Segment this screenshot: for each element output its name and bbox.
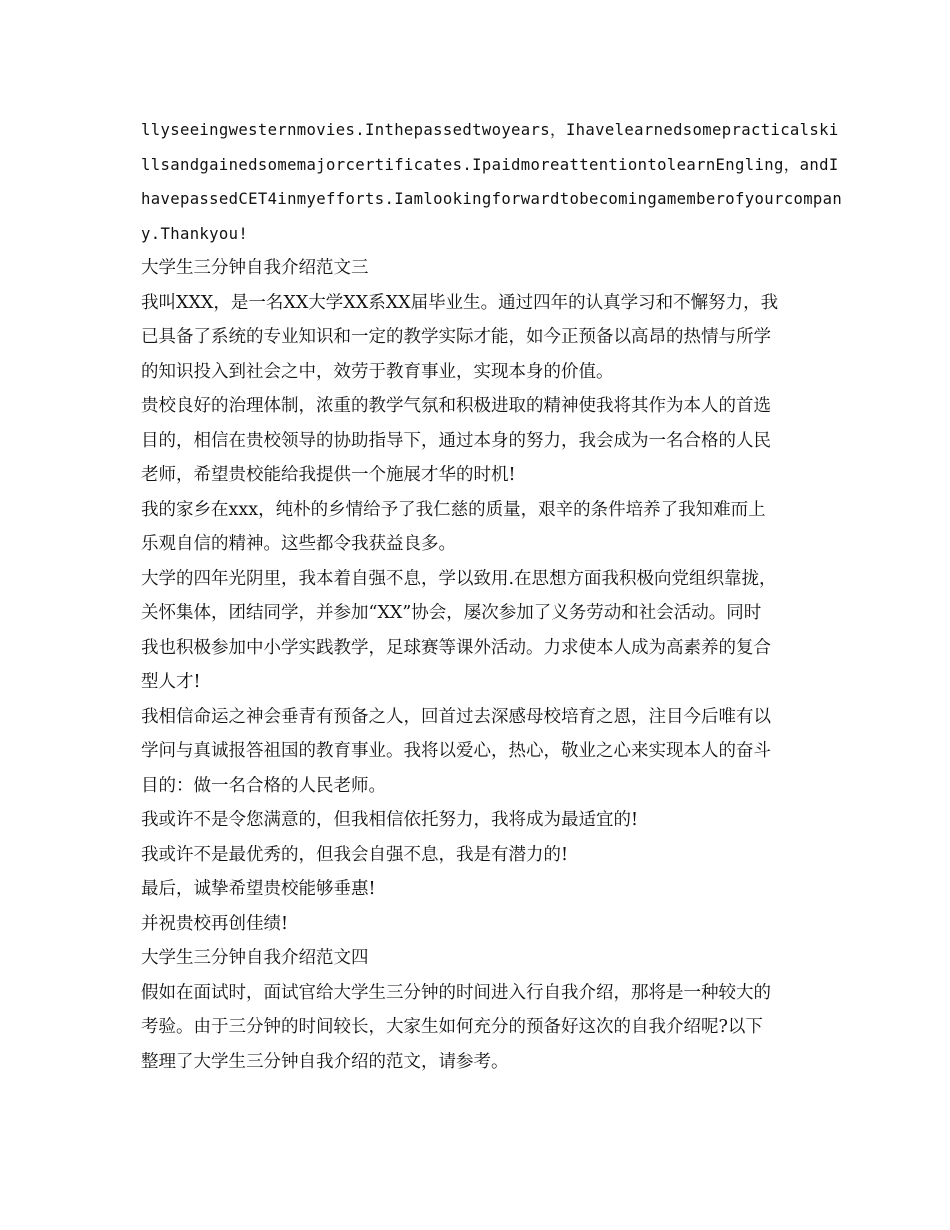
paragraph-line: 学问与真诚报答祖国的教育事业。我将以爱心，热心，敬业之心来实现本人的奋斗 (141, 741, 771, 761)
paragraph-line: 我或许不是最优秀的，但我会自强不息，我是有潜力的! (141, 844, 569, 865)
paragraph-line: 我或许不是令您满意的，但我相信依托努力，我将成为最适宜的! (141, 810, 639, 830)
paragraph-line: 已具备了系统的专业知识和一定的教学实际才能，如今正预备以高昂的热情与所学 (141, 327, 771, 347)
english-text-line-1: llyseeingwesternmovies.Inthepassedtwoyears，Ihavelearnedsomepracticalski (141, 121, 839, 139)
paragraph-line: 最后，诚挚希望贵校能够垂惠! (141, 879, 376, 899)
paragraph-line: 我相信命运之神会垂青有预备之人，回首过去深感母校培育之恩，注目今后唯有以 (141, 706, 771, 727)
paragraph-line: 整理了大学生三分钟自我介绍的范文，请参考。 (141, 1051, 509, 1072)
document-page (141, 113, 843, 1079)
paragraph-line: 并祝贵校再创佳绩! (141, 913, 289, 934)
paragraph-line: 贵校良好的治理体制，浓重的教学气氛和积极进取的精神使我将其作为本人的首选 (141, 396, 771, 416)
section-heading-4: 大学生三分钟自我介绍范文四 (141, 948, 369, 968)
paragraph-line: 考验。由于三分钟的时间较长，大家生如何充分的预备好这次的自我介绍呢?以下 (141, 1017, 763, 1037)
paragraph-line: 老师，希望贵校能给我提供一个施展才华的时机! (141, 465, 516, 485)
paragraph-line: 目的：做一名合格的人民老师。 (141, 775, 386, 796)
paragraph-line: 关怀集体，团结同学，并参加“XX”协会，屡次参加了义务劳动和社会活动。同时 (141, 603, 762, 623)
paragraph-line: 我的家乡在xxx，纯朴的乡情给予了我仁慈的质量，艰辛的条件培养了我知难而上 (141, 499, 766, 520)
paragraph-line: 我也积极参加中小学实践教学，足球赛等课外活动。力求使本人成为高素养的复合 (141, 637, 771, 658)
paragraph-line: 大学的四年光阴里，我本着自强不息，学以致用.在思想方面我积极向党组织靠拢， (141, 568, 777, 589)
paragraph-line: 型人才! (141, 672, 201, 692)
section-heading-3: 大学生三分钟自我介绍范文三 (141, 258, 369, 278)
paragraph-line: 乐观自信的精神。这些都令我获益良多。 (141, 534, 456, 554)
paragraph-line: 我叫XXX，是一名XX大学XX系XX届毕业生。通过四年的认真学习和不懈努力，我 (141, 292, 779, 313)
english-text-line-2: llsandgainedsomemajorcertificates.IpaidmoreattentiontolearnEngling，andI (141, 155, 839, 174)
paragraph-line: 的知识投入到社会之中，效劳于教育事业，实现本身的价值。 (141, 361, 614, 382)
paragraph-line: 目的，相信在贵校领导的协助指导下，通过本身的努力，我会成为一名合格的人民 (141, 430, 771, 451)
paragraph-line: 假如在面试时，面试官给大学生三分钟的时间进入行自我介绍，那将是一种较大的 (141, 982, 771, 1003)
english-text-line-4: y.Thankyou! (141, 224, 249, 243)
english-text-line-3: havepassedCET4inmyefforts.Iamlookingforwardtobecomingamemberofyourcompan (141, 190, 843, 208)
